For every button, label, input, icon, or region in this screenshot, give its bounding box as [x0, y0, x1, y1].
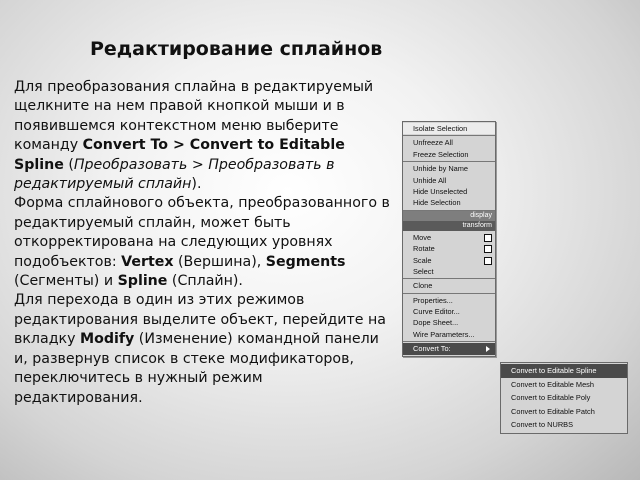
menu-item-dope-sheet[interactable]: Dope Sheet... [413, 318, 459, 328]
submenu-arrow-icon [486, 346, 490, 352]
context-menu [402, 121, 496, 357]
menu-item-unhide-by-name[interactable]: Unhide by Name [413, 164, 469, 174]
menu-group-isolate [403, 122, 495, 136]
menu-item-scale[interactable]: Scale [403, 255, 495, 266]
convert-submenu [500, 362, 628, 434]
menu-item-move[interactable]: Move [403, 232, 495, 243]
submenu-item-nurbs[interactable]: Convert to NURBS [511, 420, 574, 430]
menu-group-convert [403, 342, 495, 355]
term-modify: Modify [79, 331, 135, 348]
menu-item-properties[interactable]: Properties... [413, 295, 453, 305]
menu-group-transform [403, 231, 495, 280]
menu-item-curve-editor[interactable]: Curve Editor... [413, 307, 460, 317]
paragraph-modify: Для перехода в один из этих режимов редактирования выделите объект, перейдите на вкладку Modify (Изменение) командной панели и, развернув список в стеке модификаторов, переключитесь в нужный режим редактирования. [14, 292, 386, 406]
menu-group-hide [403, 162, 495, 211]
submenu-item-editable-mesh[interactable]: Convert to Editable Mesh [511, 379, 594, 389]
menu-item-wire-parameters[interactable]: Wire Parameters... [413, 329, 475, 339]
paragraph-convert: Для преобразования сплайна в редактируемый щелкните на нем правой кнопкой мыши и в появившемся контекстном меню выберите команду Convert To > Convert to Editable Spline (Преобразовать > Преобразовать в редактируемый сплайн). [14, 79, 374, 193]
paragraph-subobjects: Форма сплайнового объекта, преобразованного в редактируемый сплайн, может быть откорректирована на следующих уровнях подобъектов: Vertex (Вершина), Segments (Сегменты) и Spline (Сплайн). [14, 195, 390, 290]
menu-item-freeze-selection[interactable]: Freeze Selection [413, 149, 469, 159]
settings-box-icon[interactable] [484, 234, 492, 242]
menu-item-unfreeze-all[interactable]: Unfreeze All [413, 138, 453, 148]
settings-box-icon[interactable] [484, 245, 492, 253]
menu-group-editors [403, 294, 495, 343]
quad-label-display: display [403, 211, 495, 221]
menu-item-hide-selection[interactable]: Hide Selection [413, 198, 461, 208]
body-text [14, 78, 392, 408]
menu-group-freeze [403, 136, 495, 162]
term-vertex: Vertex [121, 253, 174, 270]
quad-label-transform: transform [403, 221, 495, 231]
menu-item-clone[interactable]: Clone [413, 281, 433, 291]
settings-box-icon[interactable] [484, 257, 492, 265]
menu-item-convert-to[interactable]: Convert To: [403, 343, 495, 354]
command-ru: Преобразовать > Преобразовать в редактируемый сплайн [14, 156, 335, 193]
menu-item-isolate-selection[interactable]: Isolate Selection [403, 123, 495, 134]
submenu-item-editable-poly[interactable]: Convert to Editable Poly [511, 393, 591, 403]
menu-item-rotate[interactable]: Rotate [403, 243, 495, 254]
menu-item-unhide-all[interactable]: Unhide All [413, 175, 447, 185]
submenu-item-editable-patch[interactable]: Convert to Editable Patch [511, 406, 595, 416]
term-spline: Spline [117, 273, 168, 290]
menu-item-hide-unselected[interactable]: Hide Unselected [413, 186, 468, 196]
menu-group-clone [403, 279, 495, 293]
slide-title: Редактирование сплайнов [90, 38, 383, 60]
term-segments: Segments [265, 253, 346, 270]
submenu-item-editable-spline[interactable]: Convert to Editable Spline [501, 364, 627, 378]
command-en: Convert To > Convert to Editable Spline [14, 137, 345, 173]
menu-item-select[interactable]: Select [413, 266, 434, 276]
